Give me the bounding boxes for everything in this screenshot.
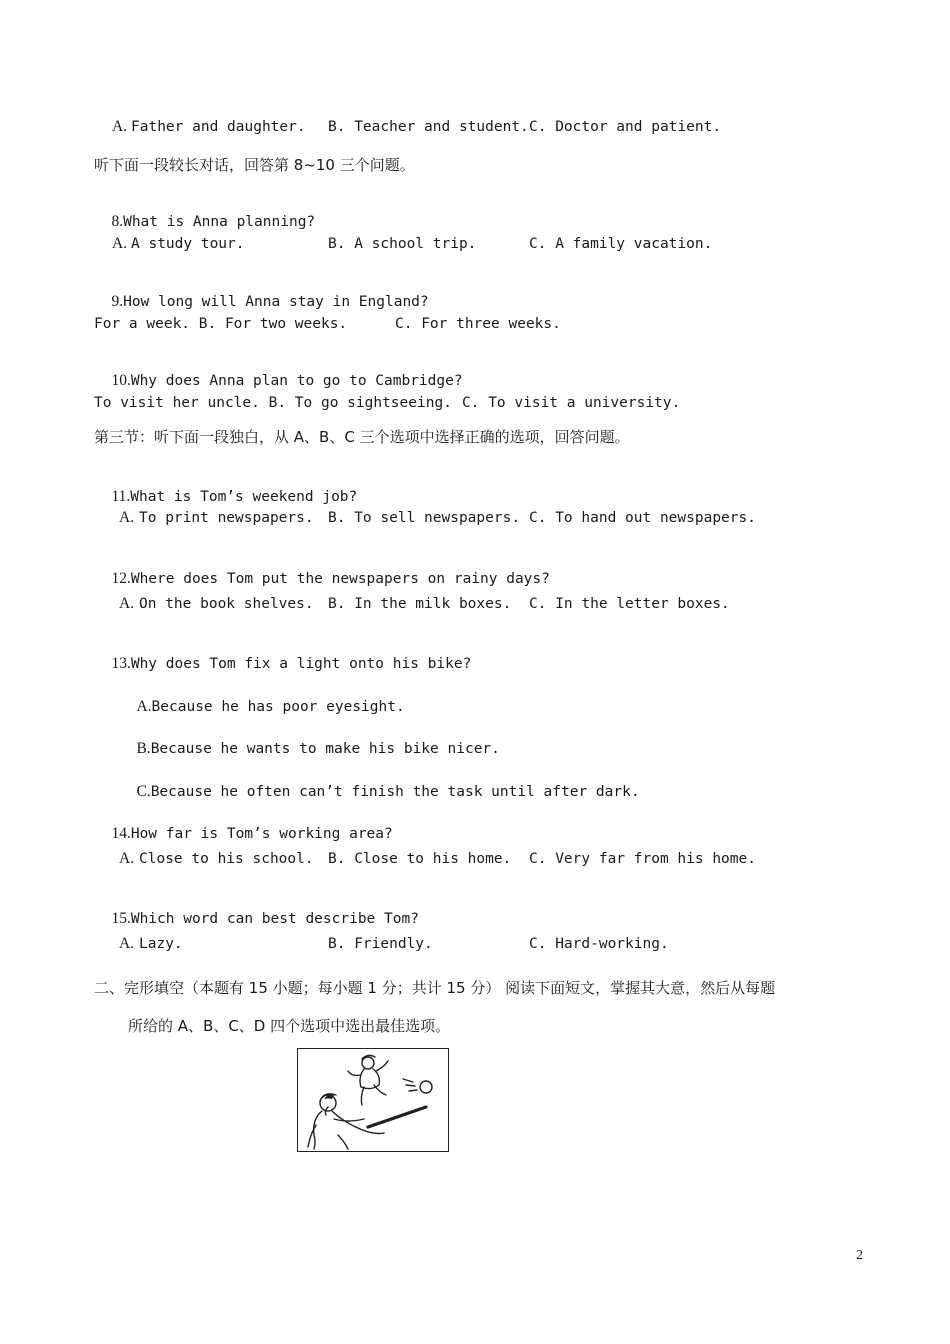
- option-b: B. In the milk boxes.: [328, 596, 512, 612]
- question-11: [94, 470, 357, 506]
- option-b: B. Close to his home.: [328, 851, 512, 867]
- option-a: To print newspapers.: [139, 510, 314, 526]
- part-2-heading: 二、完形填空（本题有 15 小题；每小题 1 分；共计 15 分） 阅读下面短文，掌握其大意，然后从每题: [94, 979, 776, 997]
- option-label: B.: [136, 740, 151, 757]
- option-ab: For a week. B. For two weeks.: [94, 316, 348, 332]
- option-text: Because he has poor eyesight.: [151, 699, 405, 715]
- option-text: Because he wants to make his bike nicer.: [150, 741, 500, 757]
- question-text: Which word can best describe Tom?: [130, 911, 419, 927]
- question-number: 14.: [111, 825, 131, 842]
- option-c: C. A family vacation.: [529, 236, 713, 252]
- option-b: B. To sell newspapers.: [328, 510, 521, 526]
- question-number: 13.: [111, 655, 131, 672]
- section-3-instruction: 第三节：听下面一段独白，从 A、B、C 三个选项中选择正确的选项，回答问题。: [94, 428, 630, 446]
- option-c: C. In the letter boxes.: [529, 596, 730, 612]
- question-text: What is Tom’s weekend job?: [130, 489, 358, 505]
- option-label: A.: [119, 850, 135, 867]
- option-ab: To visit her uncle. B. To go sightseeing.: [94, 395, 452, 411]
- question-12: [94, 552, 550, 588]
- q13-option-b: [119, 722, 500, 758]
- option-b: B. Teacher and student.: [328, 119, 529, 135]
- question-text: Why does Anna plan to go to Cambridge?: [130, 373, 463, 389]
- question-number: 9.: [111, 293, 124, 310]
- option-a: On the book shelves.: [139, 596, 314, 612]
- question-text: What is Anna planning?: [123, 214, 316, 230]
- option-label: A.: [119, 595, 135, 612]
- option-label: A.: [119, 509, 135, 526]
- option-b: B. Friendly.: [328, 936, 433, 952]
- question-number: 11.: [111, 488, 131, 505]
- question-9: [94, 275, 429, 311]
- q13-option-a: [119, 680, 405, 716]
- option-label: A.: [112, 235, 128, 252]
- question-text: Where does Tom put the newspapers on rainy days?: [130, 571, 550, 587]
- question-10: [94, 354, 463, 390]
- question-14: [94, 807, 393, 843]
- option-c: C. Very far from his home.: [529, 851, 756, 867]
- question-text: Why does Tom fix a light onto his bike?: [130, 656, 472, 672]
- option-a: Father and daughter.: [131, 119, 306, 135]
- option-c: C. For three weeks.: [395, 316, 561, 332]
- section-instruction: 听下面一段较长对话，回答第 8~10 三个问题。: [94, 156, 415, 174]
- question-number: 10.: [111, 372, 131, 389]
- question-text: How far is Tom’s working area?: [130, 826, 393, 842]
- q13-option-c: [119, 765, 640, 801]
- option-label: A.: [112, 118, 128, 135]
- option-c: C. To visit a university.: [462, 395, 681, 411]
- option-a: Lazy.: [139, 936, 183, 952]
- question-15: [94, 892, 419, 928]
- part-2-heading-continued: 所给的 A、B、C、D 四个选项中选出最佳选项。: [128, 1017, 451, 1035]
- option-c: C. Doctor and patient.: [529, 119, 722, 135]
- option-a: A study tour.: [131, 236, 245, 252]
- option-label: A.: [119, 935, 135, 952]
- page-number: 2: [856, 1248, 863, 1263]
- option-label: A.: [136, 698, 152, 715]
- option-a: Close to his school.: [139, 851, 314, 867]
- baseball-illustration: [297, 1048, 449, 1152]
- question-8: [94, 195, 315, 231]
- option-c: C. To hand out newspapers.: [529, 510, 756, 526]
- question-number: 8.: [111, 213, 124, 230]
- question-number: 12.: [111, 570, 131, 587]
- option-text: Because he often can’t finish the task until after dark.: [150, 784, 640, 800]
- question-number: 15.: [111, 910, 131, 927]
- baseball-players-drawing: [298, 1049, 447, 1150]
- option-b: B. A school trip.: [328, 236, 477, 252]
- question-text: How long will Anna stay in England?: [123, 294, 429, 310]
- question-13: [94, 637, 471, 673]
- option-label: C.: [136, 783, 151, 800]
- option-c: C. Hard-working.: [529, 936, 669, 952]
